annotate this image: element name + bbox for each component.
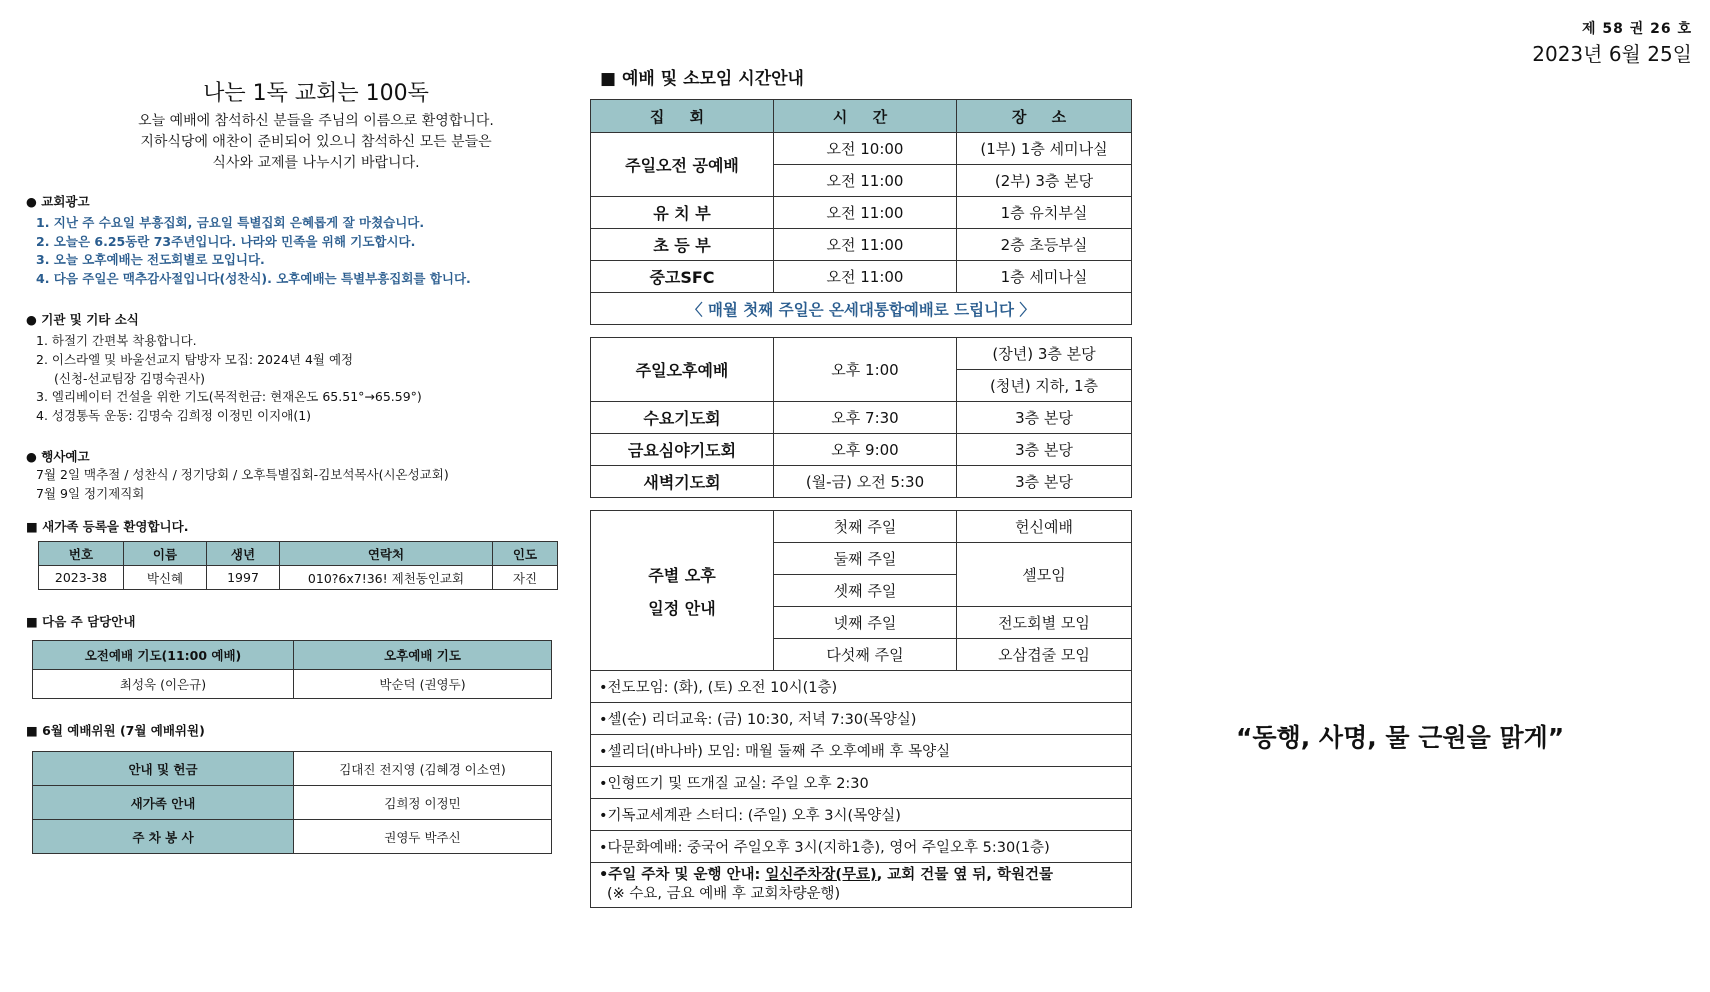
column-header: 집 회 [591,100,774,133]
service-time: (월-금) 오전 5:30 [774,466,957,498]
parking-note: (※ 수요, 금요 예배 후 교회차량운행) [607,886,841,902]
weekly-title-line: 일정 안내 [648,598,716,618]
service-place: (2부) 3층 본당 [957,165,1132,197]
table-row [591,511,1132,543]
table-row [39,566,558,590]
service-place: 1층 세미나실 [957,261,1132,293]
table-row [33,786,552,820]
usher-names: 김희정 이정민 [294,786,552,820]
service-time: 오전 11:00 [774,261,957,293]
service-time: 오후 1:00 [774,338,957,402]
week-label: 넷째 주일 [774,607,957,639]
parking-lot-name: 일신주차장(무료) [765,867,877,883]
service-time: 오전 11:00 [774,165,957,197]
table-row [591,434,1132,466]
usher-names: 권영두 박주신 [294,820,552,854]
table-row [591,767,1132,799]
column-header: 생년 [207,542,280,566]
afternoon-table [590,337,1132,498]
service-place: (청년) 지하, 1층 [957,370,1132,402]
table-row [591,466,1132,498]
column-header: 연락처 [280,542,493,566]
duty-heading: ■ 다음 주 담당안내 [26,614,136,630]
news-list [36,332,566,425]
service-time: 오후 9:00 [774,434,957,466]
table-row [591,229,1132,261]
service-time: 오후 7:30 [774,402,957,434]
list-item: 7월 2일 맥추절 / 성찬식 / 정기당회 / 오후특별집회-김보석목사(시온성교회) [36,467,449,483]
parking-text: •주일 주차 및 운행 안내: [599,867,766,883]
ushers-table [32,751,552,854]
week-label: 둘째 주일 [774,543,957,575]
list-item: (신청-선교팀장 김명숙권사) [54,370,206,386]
column-header: 오전예배 기도(11:00 예배) [33,641,294,670]
table-row [591,863,1132,908]
column-header: 시 간 [774,100,957,133]
table-cell: 자진 [493,566,558,590]
service-time: 오전 10:00 [774,133,957,165]
welcome-message [66,111,566,174]
table-row [591,402,1132,434]
usher-names: 김대진 전지영 (김혜경 이소연) [294,752,552,786]
bulletin-date: 2023년 6월 25일 [1532,42,1692,66]
week-activity: 전도회별 모임 [957,607,1132,639]
service-name: 유 치 부 [591,197,774,229]
parking-text: , 교회 건물 옆 뒤, 학원건물 [876,867,1054,883]
left-column [26,76,566,854]
table-row [591,261,1132,293]
motto-quote: “동행, 사명, 물 근원을 맑게” [1236,723,1565,752]
events-heading: ● 행사예고 [26,449,90,465]
service-place: (장년) 3층 본당 [957,338,1132,370]
list-item: 1. 지난 주 수요일 부흥집회, 금요일 특별집회 은혜롭게 잘 마쳤습니다. [36,215,425,230]
service-place: 3층 본당 [957,434,1132,466]
weekly-table [590,510,1132,908]
service-place: 1층 유치부실 [957,197,1132,229]
list-item: 7월 9일 정기제직회 [36,486,145,502]
welcome-line: 식사와 교제를 나누시기 바랍니다. [212,155,420,171]
service-name: 금요심야기도회 [591,434,774,466]
service-time: 오전 11:00 [774,197,957,229]
week-activity: 셀모임 [957,543,1132,607]
list-item: 4. 다음 주일은 맥추감사절입니다(성찬식). 오후예배는 특별부흥집회를 합니다. [36,270,471,286]
table-cell: 010?6x7!36! 제천동인교회 [280,566,493,590]
usher-role: 새가족 안내 [33,786,294,820]
duty-table [32,640,552,699]
table-cell: 2023-38 [39,566,124,590]
table-row [591,735,1132,767]
service-time: 오전 11:00 [774,229,957,261]
list-item: 2. 이스라엘 및 바울선교지 탐방자 모집: 2024년 4월 예정 [36,351,354,367]
week-label: 다섯째 주일 [774,639,957,671]
parking-info [591,863,1132,908]
table-row [591,338,1132,370]
news-heading: ● 기관 및 기타 소식 [26,312,139,328]
service-place: 3층 본당 [957,402,1132,434]
table-row [591,671,1132,703]
column-header: 장 소 [957,100,1132,133]
service-place: 3층 본당 [957,466,1132,498]
group-item: •전도모임: (화), (토) 오전 10시(1층) [591,671,1132,703]
table-row [591,831,1132,863]
newfamily-table [38,541,558,590]
notices-heading: ● 교회광고 [26,194,90,209]
parking-line [599,866,1130,885]
column-header: 이름 [124,542,207,566]
service-name: 주일오전 공예배 [591,133,774,197]
events-list [26,465,566,503]
group-item: •셀(순) 리더교육: (금) 10:30, 저녁 7:30(목양실) [591,703,1132,735]
table-row [591,293,1132,325]
list-item: 3. 오늘 오후예배는 전도회별로 모입니다. [36,252,265,268]
week-label: 셋째 주일 [774,575,957,607]
week-activity: 헌신예배 [957,511,1132,543]
group-item: •인형뜨기 및 뜨개질 교실: 주일 오후 2:30 [591,767,1132,799]
table-cell: 박순덕 (권영두) [294,670,552,699]
weekly-title [591,511,774,671]
ushers-heading: ■ 6월 예배위원 (7월 예배위원) [26,723,205,739]
table-row [591,197,1132,229]
column-header: 인도 [493,542,558,566]
table-row [591,799,1132,831]
list-item: 4. 성경통독 운동: 김명숙 김희정 이정민 이지애(1) [36,407,312,423]
notices-list [36,214,566,288]
service-place: 2층 초등부실 [957,229,1132,261]
first-sunday-note: 〈 매월 첫째 주일은 온세대통합예배로 드립니다 〉 [591,293,1132,325]
service-place: (1부) 1층 세미나실 [957,133,1132,165]
table-row [591,133,1132,165]
week-label: 첫째 주일 [774,511,957,543]
list-item: 3. 엘리베이터 건설을 위한 기도(목적헌금: 현재온도 65.51°→65.59°) [36,389,422,405]
service-name: 초 등 부 [591,229,774,261]
list-item: 2. 오늘은 6.25동란 73주년입니다. 나라와 민족을 위해 기도합시다. [36,233,416,249]
welcome-line: 지하식당에 애찬이 준비되어 있으니 참석하신 모든 분들은 [140,134,492,150]
group-item: •다문화예배: 중국어 주일오후 3시(지하1층), 영어 주일오후 5:30(1층) [591,831,1132,863]
week-activity: 오삼겹줄 모임 [957,639,1132,671]
table-row [33,820,552,854]
schedule-heading: ■ 예배 및 소모임 시간안내 [600,69,804,89]
table-row [33,752,552,786]
usher-role: 주 차 봉 사 [33,820,294,854]
page-title: 나는 1독 교회는 100독 [203,81,429,106]
schedule-column [590,64,1132,908]
table-cell: 최성욱 (이은규) [33,670,294,699]
service-name: 수요기도회 [591,402,774,434]
service-name: 새벽기도회 [591,466,774,498]
group-item: •셀리더(바나바) 모임: 매월 둘째 주 오후예배 후 목양실 [591,735,1132,767]
weekly-title-line: 주별 오후 [648,565,716,585]
worship-table [590,99,1132,325]
newfamily-heading: ■ 새가족 등록을 환영합니다. [26,519,189,535]
usher-role: 안내 및 헌금 [33,752,294,786]
table-cell: 1997 [207,566,280,590]
column-header: 번호 [39,542,124,566]
list-item: 1. 하절기 간편복 착용합니다. [36,333,197,349]
service-name: 주일오후예배 [591,338,774,402]
issue-number: 제 58 권 26 호 [1581,21,1692,37]
group-item: •기독교세계관 스터디: (주일) 오후 3시(목양실) [591,799,1132,831]
welcome-line: 오늘 예배에 참석하신 분들을 주님의 이름으로 환영합니다. [138,113,494,129]
table-row [591,703,1132,735]
table-row [33,670,552,699]
column-header: 오후예배 기도 [294,641,552,670]
service-name: 중고SFC [591,261,774,293]
table-cell: 박신혜 [124,566,207,590]
